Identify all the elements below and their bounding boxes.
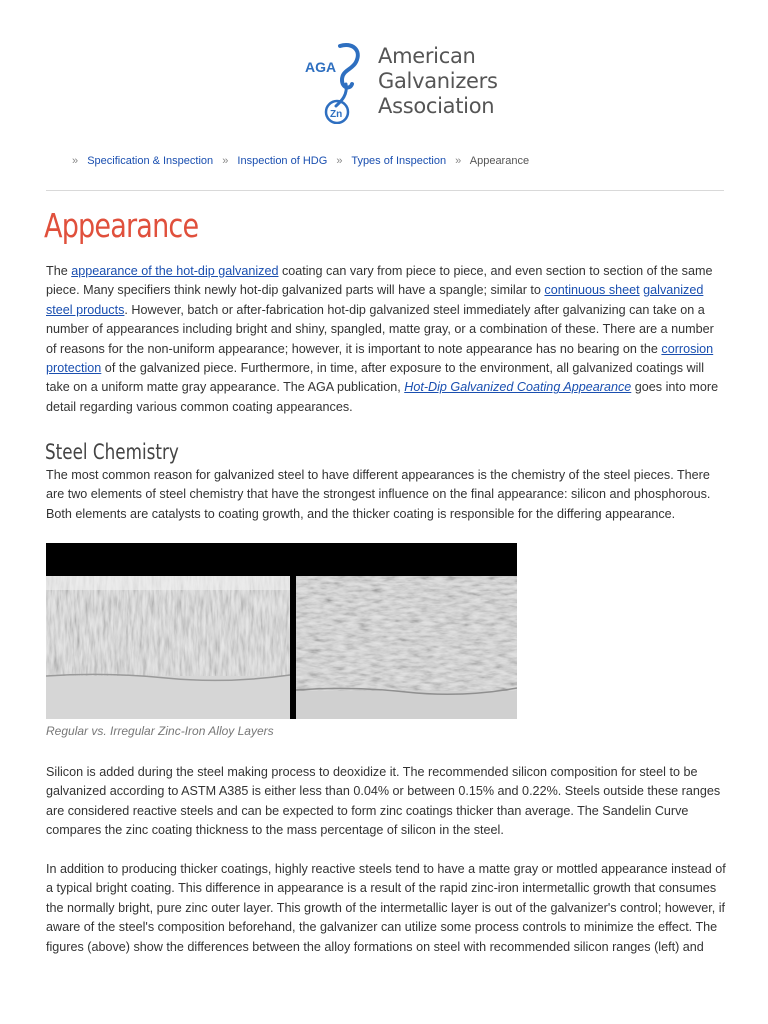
breadcrumb-link-inspection-hdg[interactable]: Inspection of HDG [237, 155, 328, 167]
breadcrumb-link-types-of-inspection[interactable]: Types of Inspection [351, 155, 447, 167]
breadcrumb-link-specification[interactable]: Specification & Inspection [87, 155, 214, 167]
logo-zn-symbol: Zn [330, 109, 343, 120]
breadcrumb-separator: » [455, 155, 462, 167]
logo-line-3: Association [378, 94, 495, 118]
reactive-steels-paragraph: In addition to producing thicker coatings, highly reactive steels tend to have a matte gray or mottled appearance instead of a typical bright coating. This difference in appearance is a result of the rapid zinc-iron intermetallic growth that consumes the normally bright, pure zinc outer layer. This growth of the intermetallic layer is out of the galvanizer's control; however, if aware of the steel's composition beforehand, the galvanizer can utilize some process controls to minimize the effect. The figures (above) show the differences between the alloy formations on steel with recommended silicon ranges (left) and [46, 862, 726, 954]
aga-logo[interactable] [302, 40, 498, 124]
intro-text: . However, batch or after-fabrication hot-dip galvanized steel immediately after galvanizing can take on a number of appearances including bright and shiny, spangled, matte gray, or a combination of these. There are a number of reasons for the non-uniform appearance; however, it is important to note appearance has no bearing on the [46, 302, 714, 356]
breadcrumb-separator: » [222, 155, 229, 167]
intro-text: goes into more detail regarding various common coating appearances. [46, 380, 719, 414]
link-protection[interactable]: protection [46, 361, 102, 376]
micrograph-image [46, 543, 517, 719]
breadcrumb [66, 155, 529, 167]
logo-line-1: American [378, 44, 476, 68]
irregular-alloy-layer-image [296, 576, 517, 719]
figure-caption: Regular vs. Irregular Zinc-Iron Alloy Layers [46, 724, 274, 738]
link-coating-appearance-publication[interactable]: Hot-Dip Galvanized Coating Appearance [404, 380, 632, 395]
header-divider [46, 190, 724, 191]
link-continuous-sheet[interactable]: continuous sheet [544, 283, 640, 298]
page-title: Appearance [44, 206, 199, 245]
breadcrumb-separator: » [72, 155, 79, 167]
regular-alloy-layer-image [46, 576, 290, 719]
logo-monogram: AGA [305, 59, 337, 75]
link-appearance-hot-dip[interactable]: appearance of the hot-dip galvanized [71, 264, 279, 278]
silicon-paragraph: Silicon is added during the steel making process to deoxidize it. The recommended silicon composition for steel to be galvanized according to ASTM A385 is either less than 0.04% or between 0.15% and 0.22%. Steels outside these ranges are considered reactive steels and can be expected to form zinc coatings thicker than average. The Sandelin Curve compares the zinc coating thickness to the mass percentage of silicon in the steel. [46, 765, 721, 838]
section-heading-steel-chemistry: Steel Chemistry [45, 440, 179, 464]
aga-emblem-icon [302, 40, 378, 124]
intro-text: The [46, 264, 72, 278]
link-corrosion[interactable]: corrosion [661, 341, 714, 356]
link-galvanized-steel-products[interactable]: galvanized steel products [46, 283, 704, 317]
intro-text: of the galvanized piece. Furthermore, in time, after exposure to the environment, all galvanized coatings will take on a uniform matte gray appearance. The AGA publication, [46, 361, 705, 395]
intro-paragraph [46, 262, 726, 417]
logo-wordmark [378, 44, 498, 119]
logo-line-2: Galvanizers [378, 69, 498, 93]
steel-chemistry-paragraph: The most common reason for galvanized steel to have different appearances is the chemistry of the steel pieces. There are two elements of steel chemistry that have the strongest influence on the final appearance: silicon and phosphorous. Both elements are catalysts to coating growth, and the thicker coating is responsible for the differing appearance. [46, 468, 711, 521]
breadcrumb-current: Appearance [469, 155, 530, 167]
breadcrumb-separator: » [336, 155, 343, 167]
intro-text: coating can vary from piece to piece, and even section to section of the same piece. Many specifiers think newly hot-dip galvanized parts will have a spangle; similar to [46, 264, 713, 298]
